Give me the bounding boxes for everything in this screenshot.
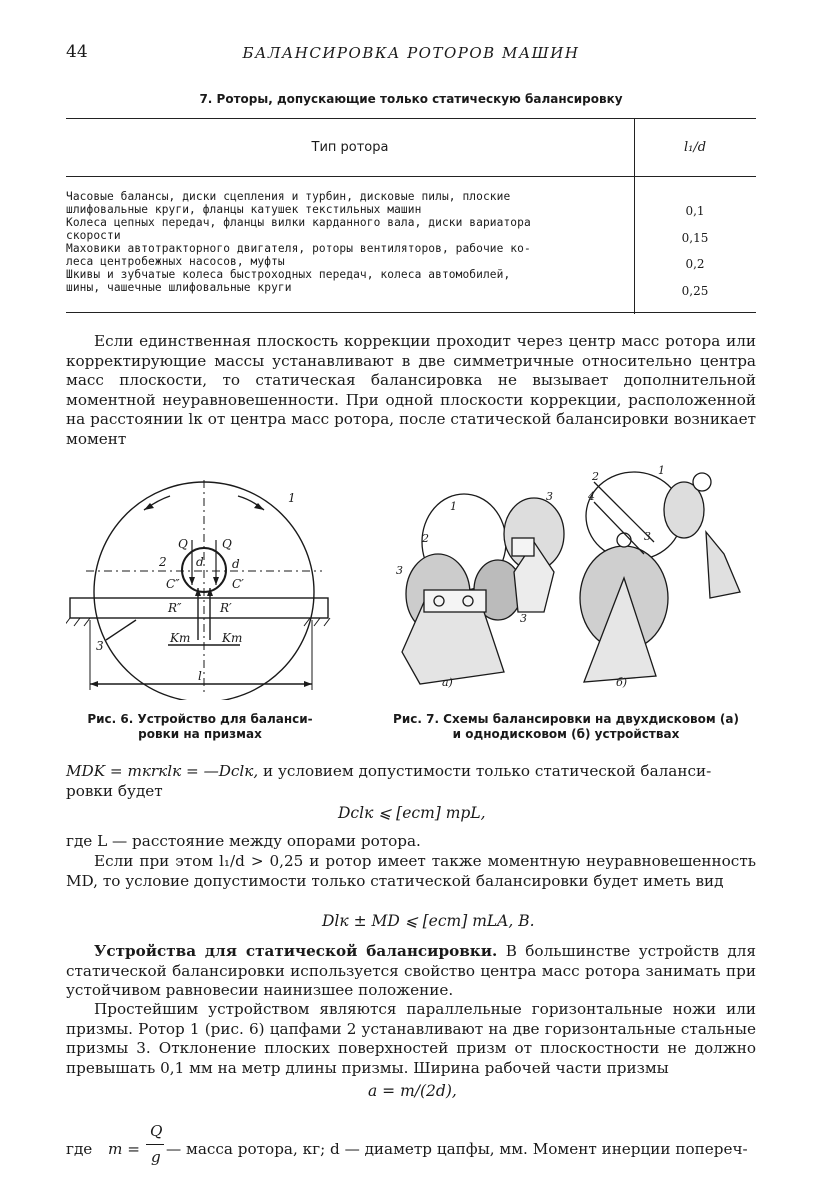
formula-1-line <box>66 762 756 780</box>
paragraph-3 <box>66 942 756 1001</box>
running-title: БАЛАНСИРОВКА РОТОРОВ МАШИН <box>242 44 580 62</box>
row-text-line: леса центробежных насосов, муфты <box>66 254 285 268</box>
figure-6-caption <box>60 712 340 742</box>
label-d-center: d <box>196 555 204 569</box>
label-l: l <box>198 669 202 683</box>
label-c-single: C′ <box>232 577 244 591</box>
table-title: 7. Роторы, допускающие только статическую балансировку <box>199 92 623 106</box>
caption-line: ровки на призмах <box>138 727 262 741</box>
fig7a-label-2: 2 <box>422 532 429 545</box>
fig7b-label-2: 2 <box>592 470 599 483</box>
row-text-line: Колеса цепных передач, фланцы вилки карданного вала, диски вариатора <box>66 216 531 229</box>
fig7b-label-4: 4 <box>588 490 595 503</box>
label-k-left: Kт <box>170 631 191 645</box>
label-2: 2 <box>159 555 167 569</box>
last-line-prefix: где <box>66 1140 93 1158</box>
table-row <box>66 269 628 294</box>
formula-4: a = m/(2d), <box>368 1082 457 1100</box>
paragraph-1: Если единственная плоскость коррекции проходит через центр масс ротора или корректирующие массы устанавливают в две симметричные относительно центра масс плоскости, то статическая балансировка не вызывает дополнительной моментной неуравновешенности. При одной плоскости коррекции, расположенной на расстоянии lк от центра масс ротора, после статической балансировки возникает момент <box>66 332 756 448</box>
row-value: 0,25 <box>681 284 709 298</box>
table-header-rule <box>66 176 756 177</box>
label-k-right: Kт <box>222 631 243 645</box>
column-header-ratio: l₁/d <box>683 140 707 155</box>
fig7a-label-3-bottom: 3 <box>520 612 527 625</box>
fig7-subfig-a: а) <box>442 676 453 689</box>
label-r-double: R″ <box>168 601 182 615</box>
label-c-double: C″ <box>166 577 180 591</box>
formula-2: Dсlк ⩽ [eст] mрL, <box>338 804 486 822</box>
bearing-block-a <box>424 590 486 612</box>
label-q-right: Q <box>222 537 232 551</box>
figure-7-drawing <box>394 462 754 698</box>
formula-1-text: и условием допустимости только статической баланси- <box>258 762 712 780</box>
column-header-type: Тип ротора <box>311 140 389 155</box>
formula-1-continuation: ровки будет <box>66 782 163 800</box>
caption-line: Рис. 6. Устройство для баланси- <box>87 712 313 726</box>
rotor-table <box>66 118 756 314</box>
fig7a-label-1: 1 <box>450 500 457 513</box>
fig7a-label-3-left: 3 <box>396 564 403 577</box>
row-text-line: Маховики автотракторного двигателя, роторы вентиляторов, рабочие ко- <box>66 242 531 255</box>
paragraph-3-heading: Устройства для статической балансировки. <box>94 942 498 960</box>
table-row <box>66 217 628 242</box>
paragraph-3-text: В большинстве устройств для статической балансировки используется свойство центра масс ротора занимать при устойчивом равновесии наинизшее положение. <box>66 942 757 1000</box>
where-L-line: где L — расстояние между опорами ротора. <box>66 832 421 850</box>
caption-line: и однодисковом (б) устройствах <box>452 727 680 741</box>
fraction-bar <box>146 1144 164 1145</box>
figure-7-caption <box>376 712 756 742</box>
label-3: 3 <box>96 639 104 653</box>
paragraph-4: Простейшим устройством являются параллельные горизонтальные ножи или призмы. Ротор 1 (рис. 6) цапфами 2 устанавливают на две горизонтальные стальные призмы 3. Отклонение плоских поверхностей призм от плоскостности не должно превышать 0,1 мм на метр длины призмы. Ширина рабочей части призмы <box>66 1000 756 1077</box>
fig7b-label-1: 1 <box>658 464 665 477</box>
fig7-subfig-b: б) <box>616 676 628 689</box>
label-1: 1 <box>288 491 296 505</box>
prism-bar <box>70 598 328 618</box>
row-value: 0,1 <box>685 204 705 218</box>
row-value: 0,2 <box>685 257 705 271</box>
formula-1: MDK = mкrкlк = —Dсlк, <box>66 762 259 780</box>
row-text-line: Часовые балансы, диски сцепления и турбин, дисковые пилы, плоские <box>66 190 511 203</box>
table-row <box>66 191 628 216</box>
row-text-line: скорости <box>66 228 121 242</box>
fig7a-label-3-top: 3 <box>546 490 553 503</box>
figure-6-drawing <box>66 470 336 700</box>
fraction-denominator: g <box>151 1148 161 1166</box>
caption-line: Рис. 7. Схемы балансировки на двухдисковом (а) <box>393 712 739 726</box>
row-text-line: Шкивы и зубчатые колеса быстроходных передач, колеса автомобилей, <box>66 268 511 281</box>
table-row <box>66 243 628 268</box>
label-d: d <box>232 557 240 571</box>
fraction-numerator: Q <box>150 1122 163 1140</box>
fig7b-label-3: 3 <box>644 530 651 543</box>
table-top-rule <box>66 118 756 119</box>
label-q-left: Q <box>178 537 188 551</box>
page-number: 44 <box>66 42 88 62</box>
label-r-single: R′ <box>220 601 232 615</box>
table-bottom-rule <box>66 312 756 313</box>
row-text-line: шлифовальные круги, фланцы катушек текстильных машин <box>66 202 422 216</box>
row-value: 0,15 <box>681 231 709 245</box>
formula-3: Dlк ± MD ⩽ [eст] mLA, B. <box>322 912 535 930</box>
last-line <box>66 1122 756 1172</box>
last-line-text: — масса ротора, кг; d — диаметр цапфы, мм. Момент инерции попереч- <box>166 1140 748 1158</box>
paragraph-2: Если при этом l₁/d > 0,25 и ротор имеет также моментную неуравновешенность MD, то условие допустимости только статической балансировки будет иметь вид <box>66 852 756 890</box>
fraction-lhs: m = <box>108 1140 140 1158</box>
row-text-line: шины, чашечные шлифовальные круги <box>66 280 292 294</box>
